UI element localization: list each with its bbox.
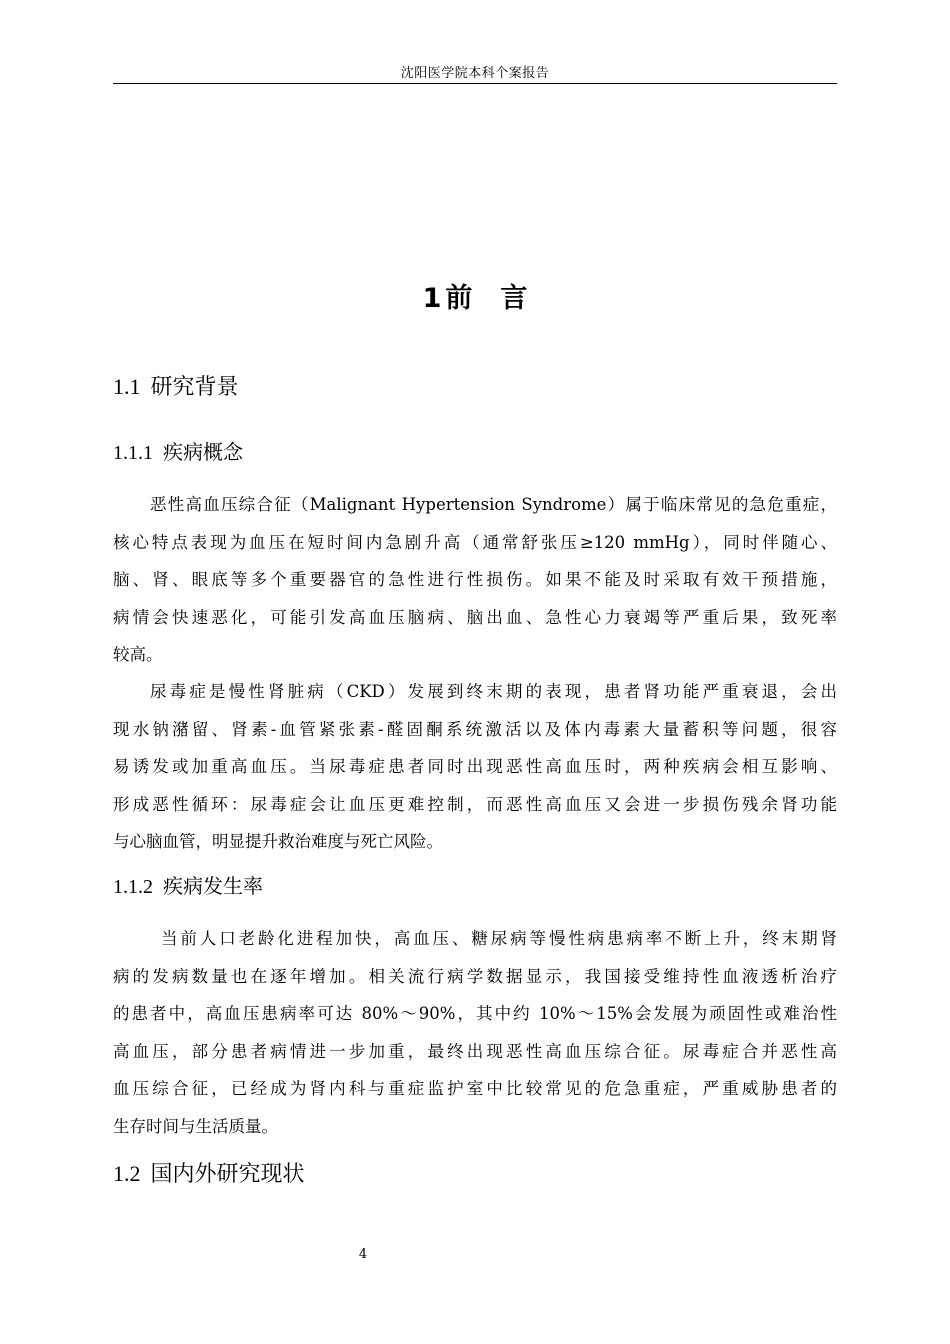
page-number: 4: [358, 1247, 368, 1262]
paragraph-disease-concept-1: [113, 486, 837, 674]
paragraph-line: 血压综合征，已经成为肾内科与重症监护室中比较常见的危急重症，严重威胁患者的: [113, 1079, 837, 1098]
paragraph-line: 与心脑血管，明显提升救治难度与死亡风险。: [113, 832, 443, 851]
subsection-heading-1-1-2: [113, 872, 837, 901]
subsection-heading-1-1-1: [113, 438, 837, 467]
paragraph-line: 脑、肾、眼底等多个重要器官的急性进行性损伤。如果不能及时采取有效干预措施，: [113, 570, 837, 589]
chapter-number: 1: [422, 283, 442, 314]
section-title: 研究背景: [150, 375, 239, 400]
paragraph-line: 易诱发或加重高血压。当尿毒症患者同时出现恶性高血压时，两种疾病会相互影响、: [113, 757, 837, 776]
paragraph-line: 当前人口老龄化进程加快，高血压、糖尿病等慢性病患病率不断上升，终末期肾: [161, 929, 837, 948]
paragraph-line: 病情会快速恶化，可能引发高血压脑病、脑出血、急性心力衰竭等严重后果，致死率: [113, 607, 837, 627]
running-header: 沈阳医学院本科个案报告: [400, 66, 550, 81]
section-heading-1-1: [113, 372, 837, 403]
subsection-title: 疾病发生率: [163, 874, 263, 898]
section-number: 1.1: [113, 374, 141, 399]
paragraph-incidence: [113, 920, 837, 1145]
header-rule: [113, 83, 837, 84]
paragraph-disease-concept-2: [113, 673, 837, 861]
paragraph-line: 现水钠潴留、肾素-血管紧张素-醛固酮系统激活以及体内毒素大量蓄积等问题，很容: [113, 719, 837, 739]
paragraph-line: 的患者中，高血压患病率可达 80%～90%，其中约 10%～15%会发展为顽固性或难治性: [113, 1004, 837, 1023]
chapter-title-char-2: 言: [500, 283, 528, 314]
paragraph-line: 恶性高血压综合征（Malignant Hypertension Syndrome）属于临床常见的急危重症，: [150, 495, 837, 514]
paragraph-line: 尿毒症是慢性肾脏病（CKD）发展到终末期的表现，患者肾功能严重衰退，会出: [150, 682, 837, 701]
section-number: 1.2: [113, 1161, 141, 1186]
paragraph-line: 生存时间与生活质量。: [113, 1116, 278, 1136]
subsection-number: 1.1.2: [113, 876, 153, 898]
paragraph-line: 形成恶性循环：尿毒症会让血压更难控制，而恶性高血压又会进一步损伤残余肾功能: [113, 794, 837, 814]
paragraph-line: 核心特点表现为血压在短时间内急剧升高（通常舒张压≥120 mmHg），同时伴随心、: [113, 532, 837, 552]
section-heading-1-2: [113, 1159, 837, 1190]
chapter-title-char-1: 前: [445, 283, 473, 314]
subsection-number: 1.1.1: [113, 442, 153, 464]
subsection-title: 疾病概念: [163, 440, 243, 464]
paragraph-line: 较高。: [113, 645, 163, 664]
chapter-title: [113, 280, 837, 318]
paragraph-line: 高血压，部分患者病情进一步加重，最终出现恶性高血压综合征。尿毒症合并恶性高: [113, 1041, 837, 1061]
section-title: 国内外研究现状: [150, 1162, 305, 1187]
paragraph-line: 病的发病数量也在逐年增加。相关流行病学数据显示，我国接受维持性血液透析治疗: [113, 966, 837, 986]
